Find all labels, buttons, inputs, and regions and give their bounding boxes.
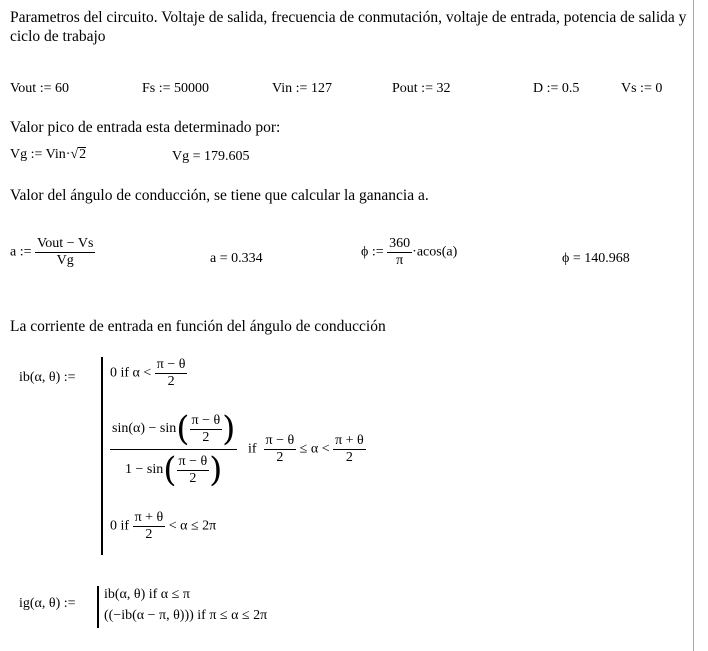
param-vs[interactable]: Vs := 0 (621, 81, 663, 96)
ib-c2-num-a: sin(α) − sin (112, 421, 177, 437)
phi-fraction (387, 236, 412, 269)
param-d[interactable]: D := 0.5 (533, 81, 580, 96)
ib-lhs[interactable]: ib(α, θ) := (19, 370, 76, 385)
ib-c2-l-num: π − θ (265, 433, 295, 448)
ib-c2-num-frac-den: 2 (190, 429, 223, 446)
a-result: a = 0.334 (210, 251, 263, 266)
a-lhs: a := (10, 244, 32, 260)
ib-c2-den-frac-den: 2 (177, 470, 210, 487)
ib-c2-num-frac (190, 413, 223, 446)
ig-lhs[interactable]: ig(α, θ) := (19, 596, 76, 611)
param-vin[interactable]: Vin := 127 (272, 81, 332, 96)
ib-c2-num-frac-num: π − θ (191, 412, 221, 428)
peak-text: Valor pico de entrada esta determinado por: (10, 119, 281, 136)
param-fs[interactable]: Fs := 50000 (142, 81, 210, 96)
ib-c1-num: π − θ (156, 357, 186, 372)
ib-c3-num: π + θ (134, 510, 164, 525)
ib-c2-left-fraction (264, 433, 297, 466)
vg-def-prefix: Vg := Vin· (10, 147, 71, 162)
ib-c2-r-num: π + θ (335, 433, 364, 448)
phi-rhs: ·acos(a) (412, 244, 458, 260)
ib-c3-post: < α ≤ 2π (168, 518, 217, 534)
phi-numerator: 360 (389, 236, 411, 251)
ig-line-2: ((−ib(α − π, θ))) if π ≤ α ≤ 2π (104, 608, 268, 623)
phi-result: ϕ = 140.968 (562, 251, 630, 266)
phi-lhs: ϕ := (361, 244, 384, 260)
vg-result: Vg = 179.605 (172, 149, 250, 164)
param-vout[interactable]: Vout := 60 (10, 81, 69, 96)
ib-c2-l-den: 2 (264, 449, 297, 466)
ib-c2-den-frac-num: π − θ (178, 453, 208, 469)
current-text: La corriente de entrada en función del ángulo de conducción (10, 318, 386, 335)
ib-c2-main-fraction (110, 409, 237, 490)
a-denominator: Vg (35, 252, 95, 269)
ib-c2-denominator (110, 449, 237, 490)
ib-c2-if: if (247, 441, 257, 457)
page-edge (693, 0, 694, 651)
a-numerator: Vout − Vs (37, 236, 94, 251)
a-definition[interactable] (10, 236, 95, 269)
ib-c2-den-frac (177, 454, 210, 487)
sqrt-symbol: √ (70, 147, 79, 162)
ib-case-1 (110, 357, 187, 390)
angle-text: Valor del ángulo de conducción, se tiene que calcular la ganancia a. (10, 187, 429, 204)
ib-c3-pre: 0 if (110, 518, 130, 534)
paren-left: ( (163, 450, 177, 490)
ib-c3-fraction (133, 510, 166, 543)
paren-right: ) (209, 450, 223, 490)
ib-case-3 (110, 510, 216, 543)
phi-denominator: π (387, 252, 412, 269)
vg-definition[interactable] (10, 147, 86, 163)
ib-c3-den: 2 (133, 526, 166, 543)
ib-c2-r-den: 2 (333, 449, 366, 466)
ig-bracket (97, 586, 99, 628)
paren-left: ( (176, 409, 190, 449)
ib-bracket (101, 357, 103, 555)
ib-c2-den-a: 1 − sin (125, 462, 164, 478)
ib-c2-mid: ≤ α < (299, 441, 330, 457)
sqrt-argument: 2 (79, 147, 87, 162)
ib-c1-den: 2 (155, 373, 188, 390)
param-pout[interactable]: Pout := 32 (392, 81, 451, 96)
a-fraction (35, 236, 95, 269)
intro-text: Parametros del circuito. Voltaje de salida, frecuencia de conmutación, voltaje de entrada, potencia de salida y ciclo de trabajo (10, 9, 687, 45)
ib-c1-fraction (155, 357, 188, 390)
ib-case-2 (110, 409, 366, 490)
ib-c2-numerator (110, 409, 237, 449)
ib-c2-right-fraction (333, 433, 366, 466)
phi-definition[interactable] (361, 236, 457, 269)
ig-line-1: ib(α, θ) if α ≤ π (104, 587, 190, 602)
ib-c1-pre: 0 if α < (110, 365, 152, 381)
paren-right: ) (222, 409, 236, 449)
